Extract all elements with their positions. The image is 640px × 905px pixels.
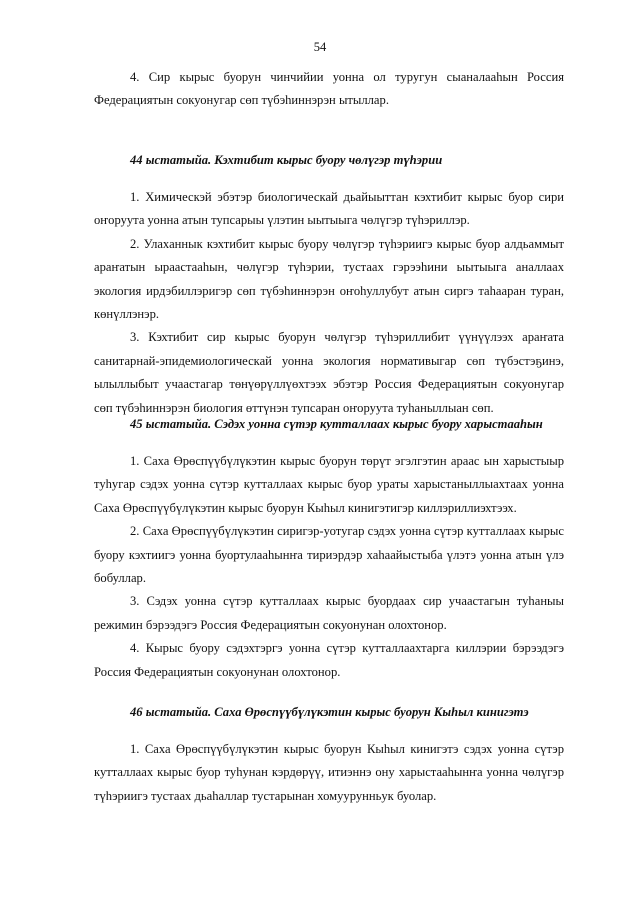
article-heading: 44 ыстатыйа. Кэхтибит кырыс буору чөлүгэр түһэрии	[130, 153, 443, 167]
page-number: 54	[313, 40, 327, 54]
paragraph: 1. Саха Өрөспүүбүлүкэтин кырыс буорун Кыһыл кинигэтэ сэдэх уонна сүтэр кутталлаах кырыс буор туһунан кэрдөрүү, итиэннэ ону харыстааһынҥа уонна чөлүгэр түһэриигэ тустаах дьаһаллар тустарынан хомуурунньук буолар.	[94, 742, 564, 803]
article-44	[94, 151, 564, 420]
article-heading: 45 ыстатыйа. Сэдэх уонна сүтэр кутталлаах кырыс буору харыстааһын	[130, 417, 543, 431]
paragraph: 4. Кырыс буору сэдэхтэргэ уонна сүтэр кутталлаахтарга киллэрии бэрээдэгэ Россия Федерациятын сокуонунан олохтонор.	[94, 641, 564, 679]
paragraph: 1. Саха Өрөспүүбүлүкэтин кырыс буорун төрүт эгэлгэтин араас ын харыстыыр туһугар сэдэх уонна сүтэр кутталлаах кырыс буор ураты харыстаныллыахтаах уонна Саха Өрөспүүбүлүкэтин кырыс буорун Кыһыл кинигэтигэр киллэриллиэхтээх.	[94, 454, 564, 515]
article-heading: 46 ыстатыйа. Саха Өрөспүүбүлүкэтин кырыс буорун Кыһыл кинигэтэ	[130, 705, 529, 719]
paragraph: 2. Улаханнык кэхтибит кырыс буору чөлүгэр түһэриигэ кырыс буор алдьаммыт араҥатын ыраастааһын, чөлүгэр түһэрии, тустаах гэрээһини ыытыыга аналлаах экология ирдэбиллэригэр сөп түбэһиннэрэн оҥоһуллубут атын сиргэ таһааран туран, көнүллэнэр.	[94, 236, 564, 322]
paragraph: 4. Сир кырыс буорун чинчийии уонна ол туругун сыаналааһын Россия Федерациятын сокуонугар сөп түбэһиннэрэн ытыллар.	[94, 70, 564, 108]
article-45	[94, 415, 564, 684]
article-43-continuation	[94, 66, 564, 113]
paragraph: 2. Саха Өрөспүүбүлүкэтин сиригэр-уотугар сэдэх уонна сүтэр кутталлаах кырыс буору кэхтиигэ уонна буортулааһынҥа тириэрдэр хаһаайыстыба үлэтэ уонна атын үлэ бобуллар.	[94, 524, 564, 586]
paragraph: 3. Сэдэх уонна сүтэр кутталлаах кырыс буордаах сир учаастагын туһаныы режимин бэрээдэгэ Россия Федерациятын сокуонунан олохтонор.	[94, 594, 564, 632]
article-46	[94, 703, 564, 808]
paragraph: 3. Кэхтибит сир кырыс буорун чөлүгэр түһэриллибит үүнүүлээх араҥата санитарнай-эпидемиологическай уонна экология нормативыгар сөп түбэстэҕинэ, ылыллыбыт учаастагар төнүөрүллүөхтээх эбэтэр Россия Федерациятын сокуонугар сөп түбэһиннэрэн биология өттүнэн тупсаран оҥоруута туһаныллыан сөп.	[94, 330, 564, 415]
paragraph: 1. Химическэй эбэтэр биологическай дьайыыттан кэхтибит кырыс буор сири оҥоруута уонна атын тупсарыы үлэтин ыытыыга чөлүгэр түһэриллэр.	[94, 190, 564, 228]
